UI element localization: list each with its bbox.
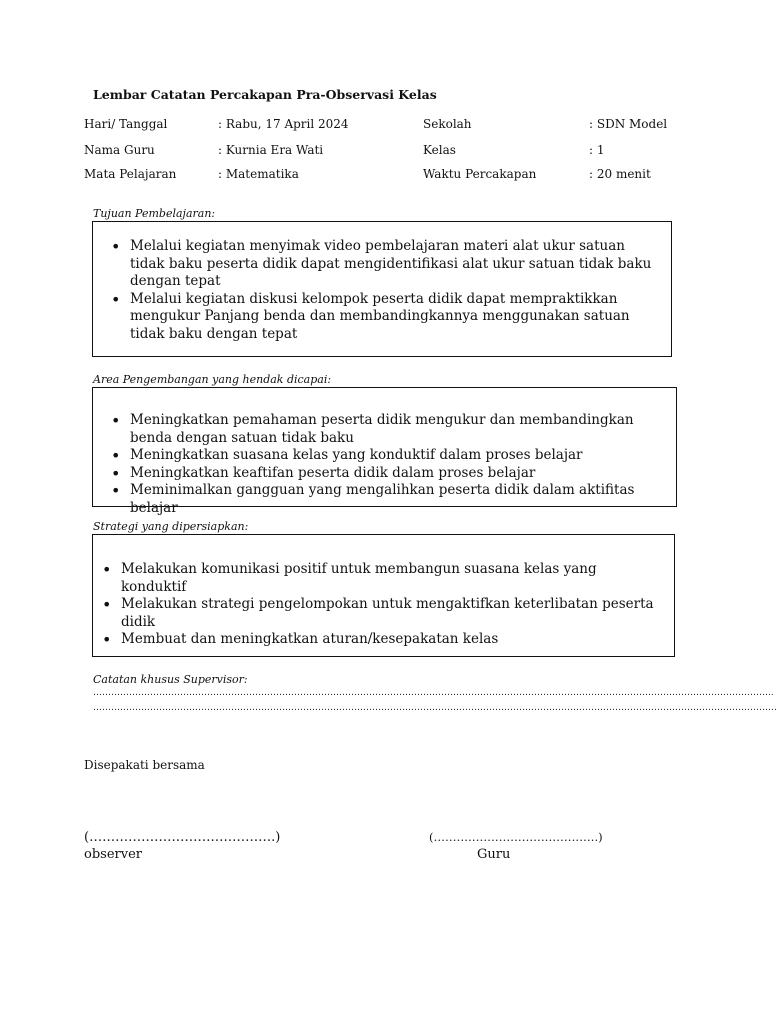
- meta-label-subject: Mata Pelajaran: [84, 167, 177, 181]
- meta-label-school: Sekolah: [423, 117, 472, 131]
- area-item: • Meningkatkan pemahaman peserta didik mengukur dan membandingkan benda dengan satuan tidak baku: [130, 412, 670, 447]
- area-box: [92, 387, 677, 516]
- meta-value-duration: : 20 menit: [589, 167, 651, 181]
- catatan-line-2: …………………………………………………………………………………………………………………………………………………………………………………………………………: [93, 703, 777, 713]
- tujuan-item: • Melalui kegiatan menyimak video pembelajaran materi alat ukur satuan tidak baku peserta didik dapat mengidentifikasi alat ukur satuan tidak baku dengan tepat: [130, 238, 663, 291]
- strategi-box: [92, 534, 675, 657]
- guru-signature-line: (…………………………………….): [429, 830, 603, 844]
- area-list: [130, 412, 670, 517]
- agreement-text: Disepakati bersama: [84, 758, 205, 772]
- tujuan-box: [92, 221, 672, 357]
- area-label: Area Pengembangan yang hendak dicapai:: [93, 373, 332, 386]
- meta-value-class: : 1: [589, 143, 605, 157]
- strategi-item: • Melakukan strategi pengelompokan untuk mengaktifkan keterlibatan peserta didik: [121, 596, 654, 631]
- observer-signature-line: (…………………………………….): [84, 830, 281, 845]
- area-item: • Meningkatkan keaftifan peserta didik dalam proses belajar: [130, 465, 670, 483]
- meta-value-teacher: : Kurnia Era Wati: [218, 143, 324, 157]
- area-item: • Meningkatkan suasana kelas yang konduktif dalam proses belajar: [130, 447, 670, 465]
- catatan-label: Catatan khusus Supervisor:: [93, 673, 248, 686]
- strategi-item: • Melakukan komunikasi positif untuk membangun suasana kelas yang konduktif: [121, 561, 654, 596]
- strategi-item: • Membuat dan meningkatkan aturan/kesepakatan kelas: [121, 631, 654, 649]
- tujuan-item: • Melalui kegiatan diskusi kelompok peserta didik dapat mempraktikkan mengukur Panjang benda dan membandingkannya menggunakan satuan tidak baku dengan tepat: [130, 291, 663, 344]
- catatan-line-1: ………………………………………………………………………………………………………………………………………………………………………………………………………..: [93, 688, 774, 698]
- guru-label: Guru: [477, 847, 511, 862]
- strategi-label: Strategi yang dipersiapkan:: [93, 520, 249, 533]
- meta-label-date: Hari/ Tanggal: [84, 117, 168, 131]
- meta-value-school: : SDN Model: [589, 117, 668, 131]
- area-item: • Meminimalkan gangguan yang mengalihkan peserta didik dalam aktifitas belajar: [130, 482, 670, 517]
- meta-value-subject: : Matematika: [218, 167, 299, 181]
- meta-label-teacher: Nama Guru: [84, 143, 155, 157]
- page-title: Lembar Catatan Percakapan Pra-Observasi Kelas: [93, 87, 437, 102]
- meta-label-duration: Waktu Percakapan: [423, 167, 537, 181]
- tujuan-list: [130, 238, 663, 343]
- strategi-list: [121, 561, 654, 649]
- meta-value-date: : Rabu, 17 April 2024: [218, 117, 349, 131]
- tujuan-label: Tujuan Pembelajaran:: [93, 207, 216, 220]
- meta-label-class: Kelas: [423, 143, 456, 157]
- observer-label: observer: [84, 847, 142, 862]
